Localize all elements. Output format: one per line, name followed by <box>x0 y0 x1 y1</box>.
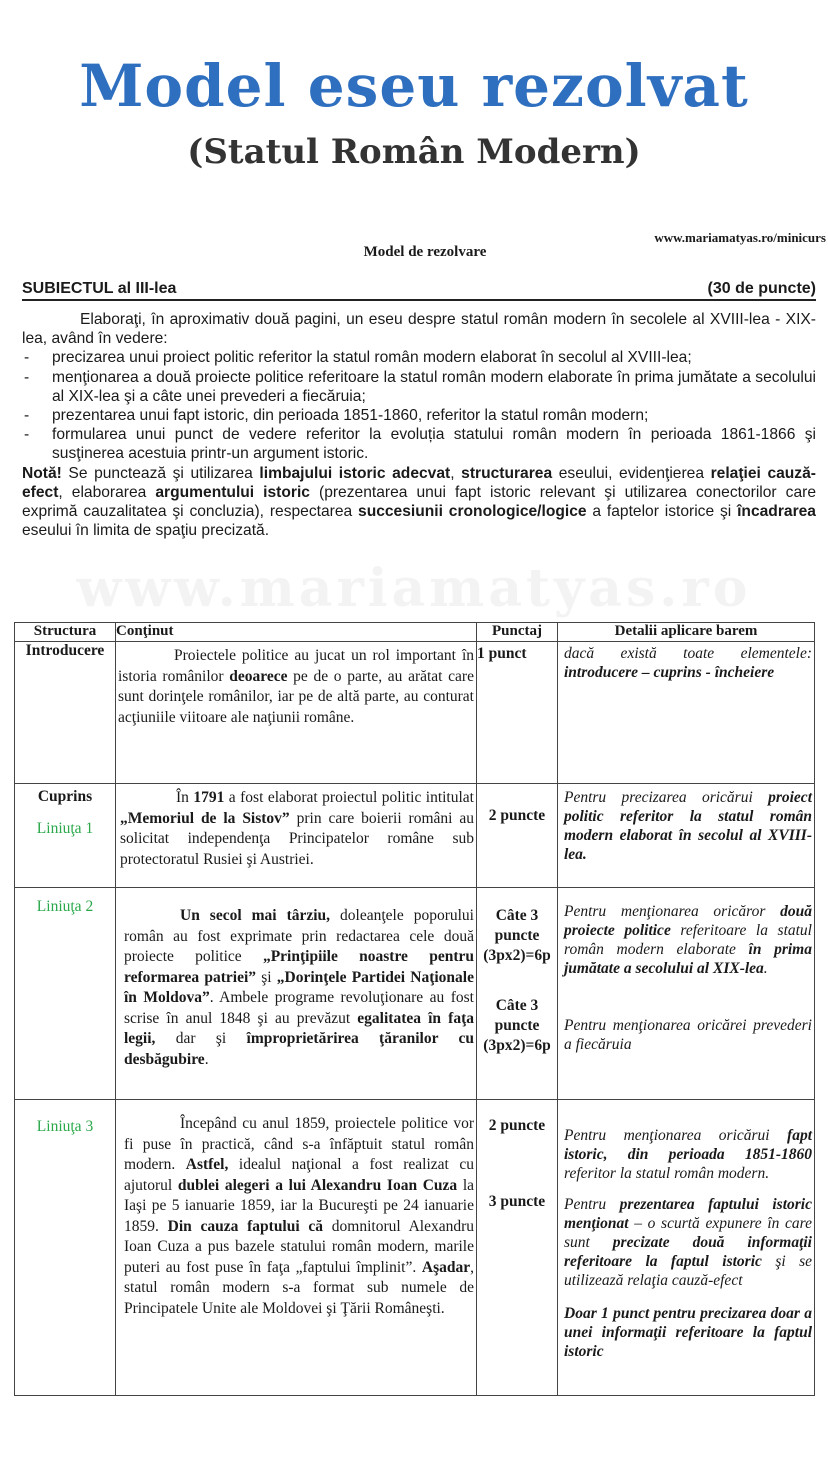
content-bold: împroprietărirea ţăranilor cu desbăgubire <box>124 1030 474 1068</box>
details-part: . <box>763 960 768 977</box>
content-cell <box>116 1100 477 1396</box>
points-value: (3px2)=6p <box>483 1037 551 1054</box>
details-part: – o scurtă expunere în care sunt <box>564 1215 812 1251</box>
content-text <box>116 784 476 870</box>
page-title: Model eseu rezolvat <box>79 52 749 120</box>
details-text <box>558 642 814 682</box>
header-points: Punctaj <box>477 623 558 642</box>
content-bold: „Prinţipiile noastre pentru reformarea patriei” <box>124 948 474 986</box>
content-part: Proiectele politice au jucat un rol important în istoria românilor <box>118 647 474 685</box>
prompt-item: - menţionarea a două proiecte politice referitoare la statul român modern elaborate în prima jumătate a secolului al XIX-lea şi a câte unei prevederi a fiecăruia; <box>22 368 816 406</box>
note-bold: limbajului istoric adecvat <box>259 464 451 482</box>
details-text <box>558 784 814 864</box>
structure-cell <box>15 888 116 1100</box>
content-bold: „Dorinţele Partidei Naţionale în Moldova” <box>124 968 474 1006</box>
content-part: pe de o parte, au arătat care sunt dorinţele românilor, iar pe de altă parte, au conturat acţiuniile viitoare ale naţiunii române. <box>118 667 474 726</box>
details-part: referitor la statul român modern. <box>564 1165 770 1182</box>
content-part: În <box>176 789 194 806</box>
table-row <box>15 1100 815 1396</box>
header-structure: Structura <box>15 623 116 642</box>
content-part: la Iaşi pe 5 ianuarie 1859, iar la Bucureşti pe 24 ianuarie 1859. <box>124 1176 475 1235</box>
details-text: Pentru menţionarea oricărei prevederi a fiecăruia <box>564 1017 812 1053</box>
content-part: . <box>204 1050 209 1068</box>
page-subtitle: (Statul Român Modern) <box>187 132 641 172</box>
subject-label: SUBIECTUL al III-lea <box>22 280 177 297</box>
note-text: eseului, evidenţierea <box>552 464 711 482</box>
prompt-note <box>22 464 816 541</box>
details-bold: în prima jumătate a secolului al XIX-lea <box>564 941 812 977</box>
content-bold: Astfel, <box>185 1156 229 1173</box>
content-bold: Aşadar <box>421 1258 471 1276</box>
table-row <box>15 888 815 1100</box>
details-part: şi se utilizează relaţia cauză-efect <box>564 1253 813 1289</box>
note-bold: structurarea <box>461 464 553 482</box>
content-part: Începând cu anul 1859, proiectele politice vor fi puse în practică, când s-a înfăptuit statul român modern. <box>124 1115 474 1173</box>
details-text: Doar 1 punct pentru precizarea doar a unei informaţii referitoare la faptul istoric <box>564 1305 812 1360</box>
details-part: Pentru menţionarea oricăror <box>564 903 781 920</box>
content-bold: deoarece <box>229 667 288 685</box>
content-part: dar şi <box>155 1030 247 1047</box>
content-bold: dublei alegeri a lui Alexandru Ioan Cuza <box>177 1176 458 1194</box>
details-bold: prezentarea faptului istoric menţionat <box>564 1196 812 1232</box>
points-value: 3 puncte <box>488 1193 546 1210</box>
points-value: puncte <box>494 927 540 944</box>
note-text: Se punctează şi utilizarea <box>61 464 260 482</box>
note-text: , elaborarea <box>58 483 156 501</box>
header-details: Detalii aplicare barem <box>558 623 815 642</box>
content-bold: „Memoriul de la Sistov” <box>120 809 290 827</box>
points-cell <box>477 888 558 1100</box>
details-bold: introducere – cuprins - încheiere <box>564 664 775 681</box>
details-bold: precizate două informaţii referitoare la faptul istoric <box>564 1234 812 1270</box>
prompt-item: - formularea unui punct de vedere referitor la evoluția statului român modern în perioada 1861-1866 şi susţinerea acestuia printr-un argument istoric. <box>22 425 816 463</box>
details-part: dacă există toate elementele: <box>564 645 812 662</box>
table-row <box>15 642 815 784</box>
points-group <box>477 888 557 966</box>
watermark: www.mariamatyas.ro <box>76 558 752 619</box>
details-cell <box>558 784 815 888</box>
points-value: (3px2)=6p <box>483 947 551 964</box>
note-bold: succesiunii cronologice/logice <box>358 503 587 521</box>
points-cell <box>477 642 558 784</box>
content-cell <box>116 642 477 784</box>
points-value: 1 punct <box>477 645 527 662</box>
note-bold: relaţiei cauză-efect <box>22 464 816 501</box>
details-bold: fapt istoric, din perioada 1851-1860 <box>564 1127 812 1163</box>
structure-cell <box>15 784 116 888</box>
content-part: prin care boierii români au solicitat independenţa Principatelor române sub protectoratul Rusiei şi Austriei. <box>120 809 474 868</box>
table-row <box>15 784 815 888</box>
content-part: domnitorul Alexandru Ioan Cuza a pus bazele statului român modern, marile puteri au fost puse în faţa „faptului împlinit”. <box>124 1217 474 1276</box>
details-bold: două proiecte politice <box>564 903 812 939</box>
content-text <box>116 642 476 728</box>
content-bold: Din cauza faptului că <box>167 1217 324 1235</box>
prompt-list <box>22 348 816 463</box>
points-cell <box>477 1100 558 1396</box>
note-label: Notă! <box>22 464 62 482</box>
details-part: referitoare la statul român modern elaborate <box>564 922 812 958</box>
structure-label: Cuprins <box>37 788 93 805</box>
grading-table <box>14 622 815 1396</box>
content-text <box>116 888 476 1070</box>
details-cell <box>558 642 815 784</box>
content-cell <box>116 888 477 1100</box>
content-part: , statul român modern s-a format sub numele de Principatele Unite ale Moldovei şi Ţării Româneşti. <box>124 1258 474 1317</box>
points-value: Câte 3 <box>495 997 539 1014</box>
details-cell <box>558 1100 815 1396</box>
subject-prompt <box>22 310 816 540</box>
points-value: 2 puncte <box>488 1117 546 1134</box>
details-text <box>558 888 814 978</box>
note-text: eseului în limita de spaţiu precizată. <box>22 522 270 540</box>
content-part: idealul naţional a fost realizat cu ajutorul <box>124 1156 474 1194</box>
dash-label: Liniuţa 2 <box>36 898 94 915</box>
details-text <box>558 1100 814 1183</box>
details-part: Pentru menţionarea oricărui <box>564 1127 788 1144</box>
content-part: a fost elaborat proiectul politic intitulat <box>224 789 474 806</box>
content-bold: Un secol mai târziu, <box>180 907 331 924</box>
details-part: Pentru <box>564 1196 620 1213</box>
content-part: doleanţele poporului român au fost exprimate prin redactarea cele două proiecte politice <box>124 907 474 965</box>
model-label: Model de rezolvare <box>363 244 487 260</box>
points-value: puncte <box>494 1017 540 1034</box>
points-value: 2 puncte <box>488 807 546 824</box>
details-bold: proiect politic referitor la statul român modern elaborat în secolul al XVIII-lea. <box>564 789 812 863</box>
note-bold: încadrarea <box>737 503 816 521</box>
content-bold: 1791 <box>193 789 225 806</box>
subject-points: (30 de puncte) <box>707 280 816 297</box>
note-bold: argumentului istoric <box>155 483 310 501</box>
note-text: a faptelor istorice şi <box>586 503 738 521</box>
header-content: Conţinut <box>116 623 477 642</box>
content-bold: egalitatea în faţa legii, <box>124 1009 475 1047</box>
subject-heading <box>22 280 816 301</box>
structure-label: Introducere <box>25 642 105 659</box>
prompt-item: - precizarea unui proiect politic referitor la statul român modern elaborat în secolul al XVIII-lea; <box>22 348 816 367</box>
content-cell <box>116 784 477 888</box>
points-cell <box>477 784 558 888</box>
prompt-intro: Elaboraţi, în aproximativ două pagini, un eseu despre statul român modern în secolele al XVIII-lea - XIX-lea, având în vedere: <box>22 311 816 348</box>
content-text <box>116 1100 476 1319</box>
content-part: şi <box>256 968 277 986</box>
note-text: (prezentarea unui fapt istoric relevant şi utilizarea conectorilor care exprimă cauzalitatea şi concluzia), respectarea <box>22 483 816 521</box>
site-url: www.mariamatyas.ro/minicurs <box>654 230 826 245</box>
points-value: Câte 3 <box>495 907 539 924</box>
structure-cell <box>15 642 116 784</box>
dash-label: Liniuţa 3 <box>36 1118 94 1135</box>
details-cell <box>558 888 815 1100</box>
content-part: . Ambele programe revoluţionare au fost scrise în anul 1848 şi au prevăzut <box>124 989 474 1027</box>
points-group <box>477 966 557 1056</box>
details-part: Pentru precizarea oricărui <box>564 789 769 806</box>
structure-cell <box>15 1100 116 1396</box>
note-text: , <box>450 464 462 482</box>
details-text <box>558 1183 814 1290</box>
table-header-row <box>15 623 815 642</box>
dash-label: Liniuţa 1 <box>36 820 94 837</box>
prompt-item: - prezentarea unui fapt istoric, din perioada 1851-1860, referitor la statul român modern; <box>22 406 816 425</box>
